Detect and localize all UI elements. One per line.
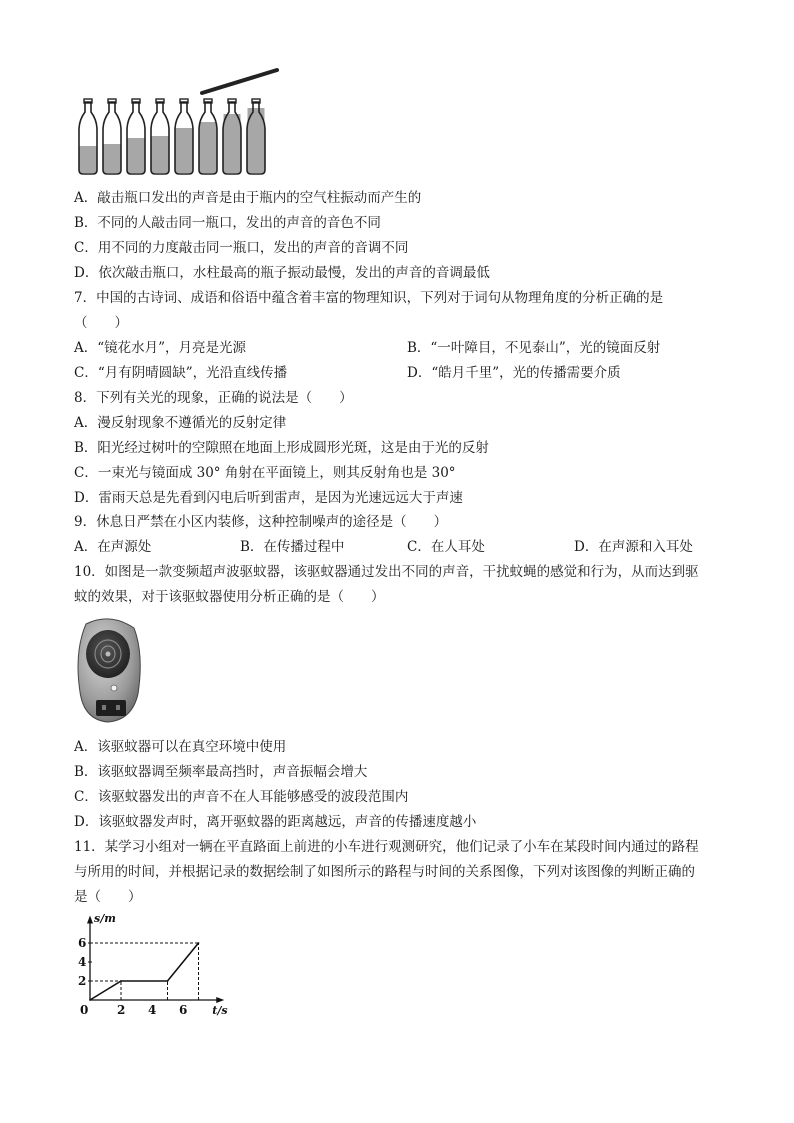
x-axis-arrow <box>216 997 224 1003</box>
data-point-1 <box>89 999 91 1001</box>
mosquito-repeller-figure <box>74 614 146 728</box>
q11-stem-line2: 与所用的时间，并根据记录的数据绘制了如图所示的路程与时间的关系图像，下列对该图像的判断正确的 <box>74 864 695 880</box>
q8-option-a: A．漫反射现象不遵循光的反射定律 <box>74 415 287 431</box>
q8-option-d: D．雷雨天总是先看到闪电后听到雷声，是因为光速远远大于声速 <box>74 490 463 506</box>
bottle-8 <box>247 99 265 174</box>
q8-option-c: C．一束光与镜面成 30° 角射在平面镜上，则其反射角也是 30° <box>74 465 456 481</box>
water-column <box>176 128 193 173</box>
q7-stem-line1: 7．中国的古诗词、成语和俗语中蕴含着丰富的物理知识，下列对于词句从物理角度的分析正确的是 <box>74 290 664 306</box>
y-tick-label-2: 2 <box>78 974 87 988</box>
indicator-light <box>111 685 117 691</box>
plug-socket <box>96 700 126 716</box>
q10-option-b: B．该驱蚊器调至频率最高挡时，声音振幅会增大 <box>74 764 368 780</box>
q7-option-a: A．“镜花水月”，月亮是光源 <box>74 340 247 356</box>
x-axis-label: t/s <box>212 1004 228 1017</box>
q6-option-c: C．用不同的力度敲击同一瓶口，发出的声音的音调不同 <box>74 240 409 256</box>
q7-option-d: D．“皓月千里”，光的传播需要介质 <box>407 365 621 381</box>
y-tick-label-4: 4 <box>78 955 87 969</box>
q10-option-c: C．该驱蚊器发出的声音不在人耳能够感受的波段范围内 <box>74 789 409 805</box>
data-point-3 <box>167 980 169 982</box>
q6-option-d: D．依次敲击瓶口，水柱最高的瓶子振动最慢，发出的声音的音调最低 <box>74 265 490 281</box>
q10-option-d: D．该驱蚊器发声时，离开驱蚊器的距离越远，声音的传播速度越小 <box>74 814 477 830</box>
data-point-4 <box>198 942 200 944</box>
bottle-1 <box>79 99 97 174</box>
q9-stem: 9．休息日严禁在小区内装修，这种控制噪声的途径是（ ） <box>74 514 448 530</box>
q8-stem: 8．下列有关光的现象，正确的说法是（ ） <box>74 390 353 406</box>
water-column <box>152 136 169 173</box>
x-tick-label-4: 4 <box>148 1003 157 1017</box>
water-column <box>224 114 241 173</box>
q6-option-b: B．不同的人敲击同一瓶口，发出的声音的音色不同 <box>74 215 381 231</box>
bottle-3 <box>127 99 145 174</box>
bottles-figure <box>74 66 284 178</box>
distance-time-chart <box>74 910 254 1020</box>
striking-rod <box>202 70 277 93</box>
speaker-grille <box>86 630 130 678</box>
q7-option-b: B．“一叶障目，不见泰山”，光的镜面反射 <box>407 340 661 356</box>
bottle-5 <box>175 99 193 174</box>
bottle-6 <box>199 99 217 174</box>
y-axis-label: s/m <box>94 912 116 925</box>
q7-stem-line2: （ ） <box>74 315 128 331</box>
q10-stem-line2: 蚊的效果，对于该驱蚊器使用分析正确的是（ ） <box>74 589 385 605</box>
water-column <box>104 144 121 173</box>
x-tick-label-2: 2 <box>117 1003 126 1017</box>
q10-stem-line1: 10．如图是一款变频超声波驱蚊器，该驱蚊器通过发出不同的声音，干扰蚊蝇的感觉和行为，从而达到驱 <box>74 564 699 580</box>
water-column <box>80 146 97 173</box>
q9-option-c: C．在人耳处 <box>407 539 485 555</box>
q6-option-a: A．敲击瓶口发出的声音是由于瓶内的空气柱振动而产生的 <box>74 190 422 206</box>
q11-stem-line3: 是（ ） <box>74 889 142 905</box>
bottle-7 <box>223 99 241 174</box>
q9-option-a: A．在声源处 <box>74 539 152 555</box>
q9-option-d: D．在声源和入耳处 <box>574 539 693 555</box>
x-tick-label-0: 0 <box>80 1003 89 1017</box>
q10-option-a: A．该驱蚊器可以在真空环境中使用 <box>74 739 287 755</box>
data-point-2 <box>120 980 122 982</box>
q7-option-c: C．“月有阴晴圆缺”，光沿直线传播 <box>74 365 288 381</box>
water-column <box>200 122 217 173</box>
q11-stem-line1: 11．某学习小组对一辆在平直路面上前进的小车进行观测研究，他们记录了小车在某段时间内通过的路程 <box>74 839 699 855</box>
water-column <box>128 138 145 173</box>
bottle-4 <box>151 99 169 174</box>
series-line-s-t <box>90 943 199 1000</box>
q8-option-b: B．阳光经过树叶的空隙照在地面上形成圆形光斑，这是由于光的反射 <box>74 440 489 456</box>
y-axis-arrow <box>87 916 93 924</box>
y-tick-label-6: 6 <box>78 936 87 950</box>
x-tick-label-6: 6 <box>179 1003 188 1017</box>
bottle-2 <box>103 99 121 174</box>
q9-option-b: B．在传播过程中 <box>240 539 345 555</box>
